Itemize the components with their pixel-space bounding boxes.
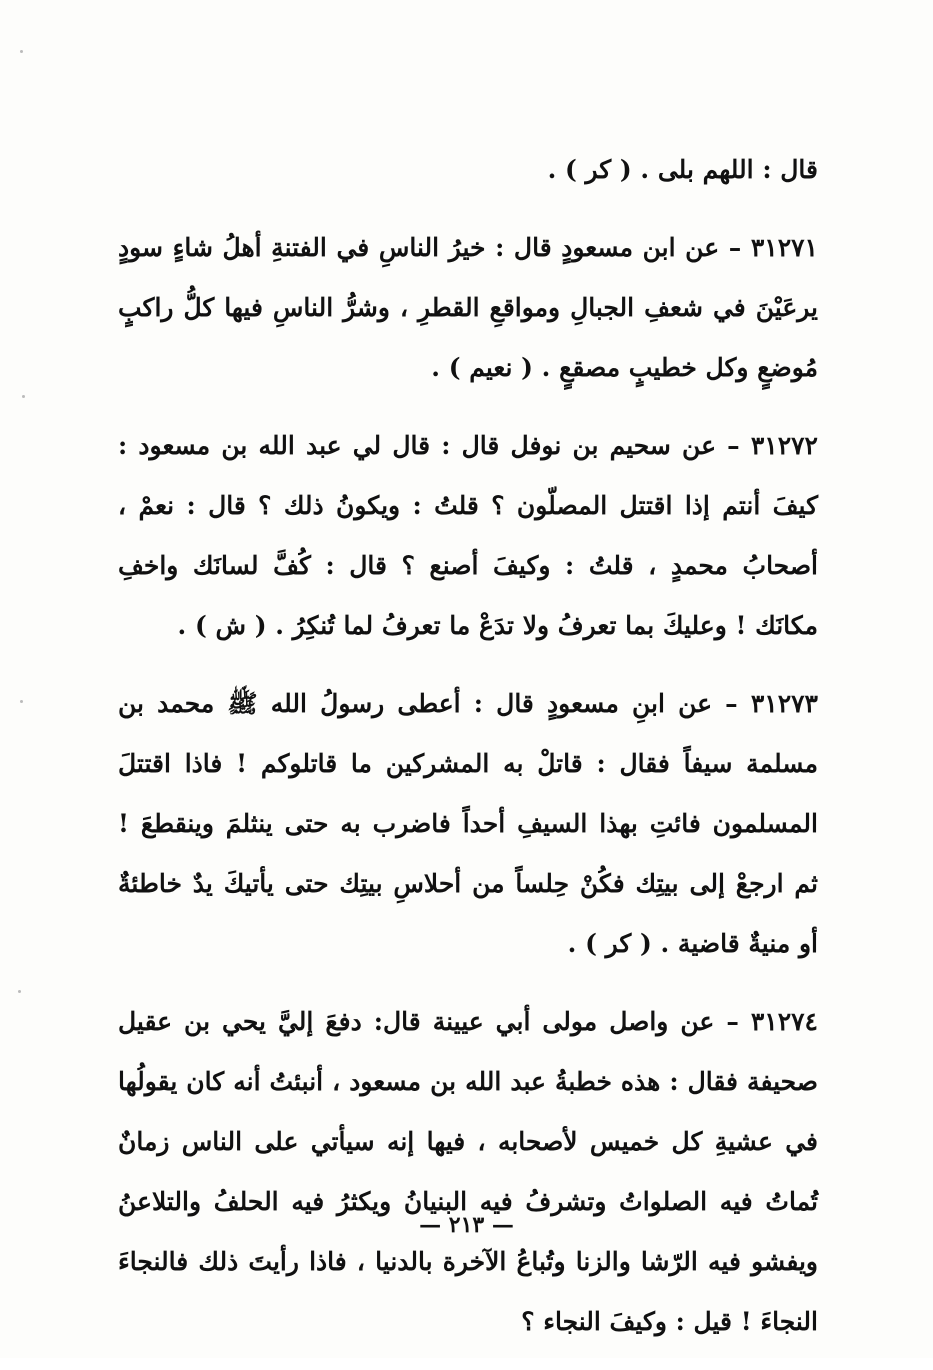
main-text-block [118,140,818,1370]
scan-speck [20,50,23,53]
hadith-text: – عن سحيم بن نوفل قال : قال لي عبد الله بن مسعود : كيفَ أنتم إذا اقتتل المصلّون ؟ قلتُ : ويكونُ ذلك ؟ قال : نعمْ ، أصحابُ محمدٍ ، قلتُ : وكيفَ أصنع ؟ قال : كُفَّ لسانَك واخفِ مكانَك ! وعليكَ بما تعرفُ ولا تدَعْ ما تعرفُ لما تُنكِرُ . ( ش ) . [118,431,818,640]
hadith-paragraph-31274 [118,992,818,1352]
intro-line: قال : اللهم بلى . ( كر ) . [547,155,818,184]
hadith-paragraph-31272 [118,416,818,656]
hadith-paragraph-31271 [118,218,818,398]
hadith-number: ٣١٢٧٤ [750,1007,818,1036]
hadith-number: ٣١٢٧٢ [750,431,818,460]
hadith-number: ٣١٢٧٣ [750,689,818,718]
page-number: — ٢١٣ — [419,1212,514,1238]
scan-speck [20,700,23,703]
scan-speck [22,395,25,398]
hadith-paragraph-31273 [118,674,818,974]
hadith-text: – عن ابنِ مسعودٍ قال : أعطى رسولُ الله ﷺ محمد بن مسلمة سيفاً فقال : قاتلْ به المشركين ما قاتلوكم ! فاذا اقتتلَ المسلمون فائتِ بهذا السيفِ أحداً فاضرب به حتى ينثلمَ وينقطعَ ! ثم ارجعْ إلى بيتِك فكُنْ حِلساً من أحلاسِ بيتِك حتى يأتيكَ يدٌ خاطئةٌ أو منيةٌ قاضية . ( كر ) . [118,689,818,958]
hadith-number: ٣١٢٧١ [750,233,818,262]
scan-speck [18,990,21,993]
hadith-text: – عن ابن مسعودٍ قال : خيرُ الناسِ في الفتنةِ أهلُ شاءٍ سودٍ يرعَيْنَ في شعفِ الجبالِ ومواقعِ القطرِ ، وشرُّ الناسِ فيها كلُّ راكبٍ مُوضعٍ وكل خطيبٍ مصقعٍ . ( نعيم ) . [118,233,818,382]
hadith-text: – عن واصل مولى أبي عيينة قال: دفعَ إليَّ يحي بن عقيل صحيفة فقال : هذه خطبةُ عبد الله بن مسعود ، أنبئتُ أنه كان يقولُها في عشيةِ كل خميس لأصحابه ، فيها إنه سيأتي على الناس زمانٌ تُماتُ فيه الصلواتُ وتشرفُ فيه البنيانُ ويكثرُ فيه الحلفُ والتلاعنُ ويفشو فيه الرّشا والزنا وتُباعُ الآخرة بالدنيا ، فاذا رأيتَ ذلك فالنجاءَ النجاءَ ! قيل : وكيفَ النجاء ؟ [118,1007,818,1336]
